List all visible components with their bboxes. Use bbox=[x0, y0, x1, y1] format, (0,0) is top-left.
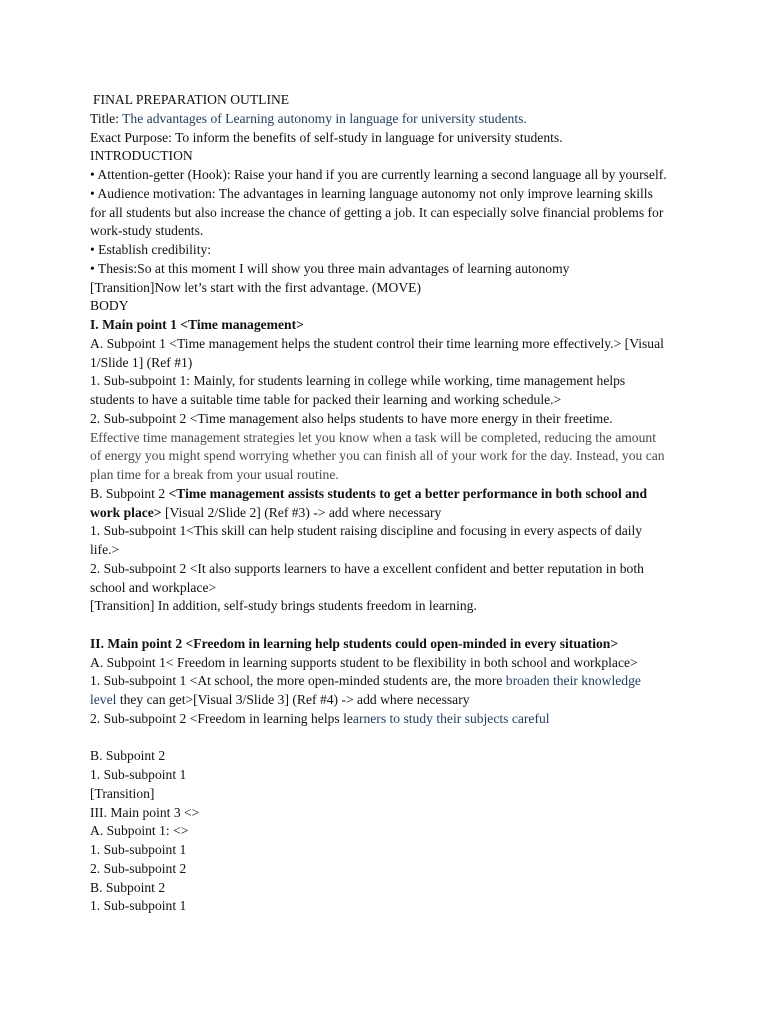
mp3-subpoint-b: B. Subpoint 2 bbox=[90, 879, 166, 895]
mp1-b-subsubpoint-2-line-2: school and workplace> bbox=[90, 579, 217, 595]
mp3-b-subsubpoint-1: 1. Sub-subpoint 1 bbox=[90, 898, 187, 914]
mp1-a-quote-line-3: plan time for a break from your usual routine. bbox=[90, 467, 339, 482]
mp3-a-subsubpoint-2: 2. Sub-subpoint 2 bbox=[90, 860, 187, 876]
outline-body bbox=[90, 91, 690, 916]
audience-motivation-line-3: work-study students. bbox=[90, 223, 204, 239]
body-heading: BODY bbox=[90, 298, 129, 314]
main-point-3: III. Main point 3 <> bbox=[90, 804, 200, 820]
mp1-b-subsubpoint-1-line-1: 1. Sub-subpoint 1<This skill can help student raising discipline and focusing in every aspects of daily bbox=[90, 523, 643, 539]
transition-1: [Transition]Now let’s start with the first advantage. (MOVE) bbox=[90, 279, 421, 295]
mp2-subpoint-a: A. Subpoint 1< Freedom in learning supports student to be flexibility in both school and workplace> bbox=[90, 654, 638, 670]
mp2-a-subsubpoint-1-line-1 bbox=[90, 672, 690, 691]
mp1-subpoint-b-line-1 bbox=[90, 485, 690, 504]
main-point-2: II. Main point 2 <Freedom in learning help students could open-minded in every situation> bbox=[90, 635, 619, 651]
mp1-b-rest: [Visual 2/Slide 2] (Ref #3) -> add where necessary bbox=[161, 504, 442, 520]
mp1-a-subsubpoint-1-line-1: 1. Sub-subpoint 1: Mainly, for students learning in college while working, time management helps bbox=[90, 373, 626, 389]
introduction-heading: INTRODUCTION bbox=[90, 148, 193, 164]
blank-line bbox=[90, 616, 690, 635]
document-heading: FINAL PREPARATION OUTLINE bbox=[93, 92, 290, 107]
mp3-a-subsubpoint-1: 1. Sub-subpoint 1 bbox=[90, 842, 187, 857]
mp2-a-s1-rest: they can get>[Visual 3/Slide 3] (Ref #4) -> add where necessary bbox=[116, 692, 470, 707]
mp1-subpoint-a-line-1: A. Subpoint 1 <Time management helps the student control their time learning more effectively.> [Visual bbox=[90, 335, 664, 351]
transition-3: [Transition] bbox=[90, 785, 155, 801]
mp2-a-s2-plain: 2. Sub-subpoint 2 <Freedom in learning helps le bbox=[90, 710, 353, 726]
mp1-b-subsubpoint-2-line-1: 2. Sub-subpoint 2 <It also supports learners to have a excellent confident and better reputation in both bbox=[90, 560, 644, 576]
mp1-b-bold-2: work place> bbox=[90, 504, 162, 520]
mp3-subpoint-a: A. Subpoint 1: <> bbox=[90, 823, 189, 839]
blank-line bbox=[90, 729, 690, 748]
mp2-a-s1-plain: 1. Sub-subpoint 1 <At school, the more open-minded students are, the more bbox=[90, 673, 506, 689]
mp2-a-s1-blue-1: broaden their knowledge bbox=[505, 673, 641, 689]
title-value: The advantages of Learning autonomy in language for university students. bbox=[122, 110, 527, 126]
mp1-subpoint-b-line-2 bbox=[90, 504, 690, 523]
mp2-a-subsubpoint-1-line-2 bbox=[90, 691, 690, 710]
mp1-a-subsubpoint-1-line-2: students to have a suitable time table for packed their learning and working schedule.> bbox=[90, 392, 562, 407]
audience-motivation-line-2: for all students but also increase the chance of getting a job. It can especially solve financial problems for bbox=[90, 204, 664, 220]
mp1-b-bold-1: <Time management assists students to get a better performance in both school and bbox=[168, 485, 648, 501]
title-label: Title: bbox=[90, 110, 123, 126]
mp2-b-subsubpoint-1: 1. Sub-subpoint 1 bbox=[90, 767, 187, 782]
establish-credibility: • Establish credibility: bbox=[90, 242, 212, 257]
mp1-b-subsubpoint-1-line-2: life.> bbox=[90, 542, 120, 557]
mp2-subpoint-b: B. Subpoint 2 bbox=[90, 748, 166, 764]
mp2-a-s2-blue: arners to study their subjects careful bbox=[352, 710, 550, 726]
main-point-1: I. Main point 1 <Time management> bbox=[90, 317, 304, 332]
mp2-a-s1-blue-2: level bbox=[90, 692, 117, 707]
mp1-a-quote-line-1: Effective time management strategies let you know when a task will be completed, reducing the amount bbox=[90, 429, 656, 445]
transition-2: [Transition] In addition, self-study brings students freedom in learning. bbox=[90, 598, 477, 614]
mp1-a-quote-line-2: of energy you might spend worrying whether you can finish all of your work for the day. Instead, you can bbox=[90, 448, 665, 464]
audience-motivation-line-1: • Audience motivation: The advantages in learning language autonomy not only improve learning skills bbox=[90, 185, 653, 201]
attention-getter: • Attention-getter (Hook): Raise your hand if you are currently learning a second language all by yourself. bbox=[90, 167, 667, 182]
mp1-a-subsubpoint-2: 2. Sub-subpoint 2 <Time management also helps students to have more energy in their freetime. bbox=[90, 410, 613, 426]
exact-purpose: Exact Purpose: To inform the benefits of self-study in language for university students. bbox=[90, 129, 563, 145]
mp2-a-subsubpoint-2 bbox=[90, 710, 690, 729]
thesis: • Thesis:So at this moment I will show you three main advantages of learning autonomy bbox=[90, 260, 570, 276]
mp1-b-prefix: B. Subpoint 2 bbox=[90, 485, 169, 501]
title-line bbox=[90, 110, 690, 129]
mp1-subpoint-a-line-2: 1/Slide 1] (Ref #1) bbox=[90, 354, 193, 370]
